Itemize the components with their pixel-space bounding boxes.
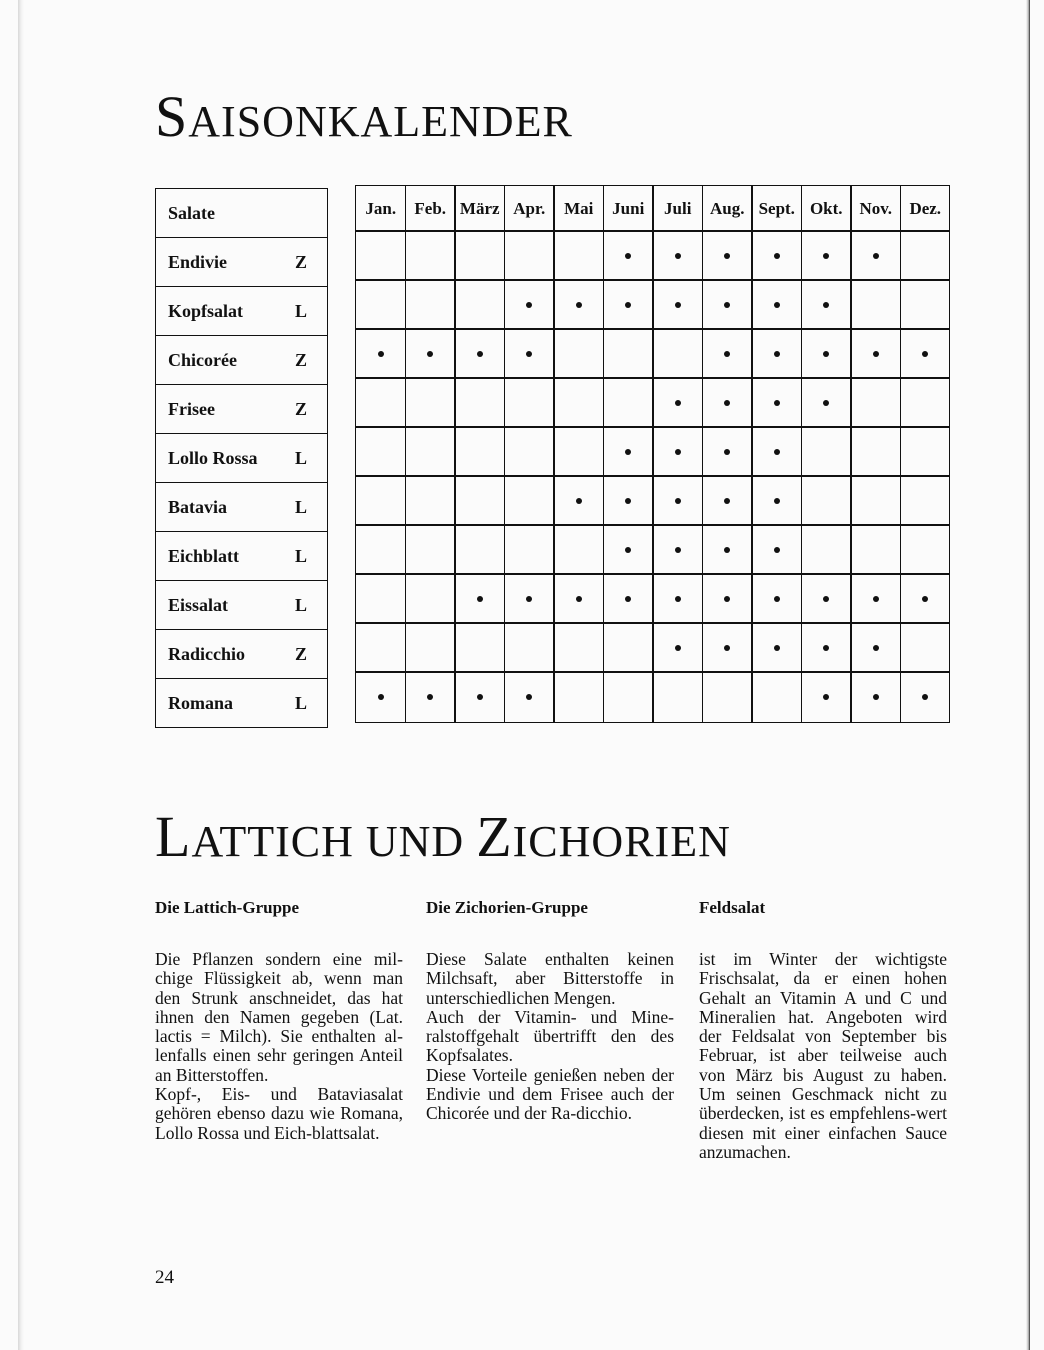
salad-names-table — [155, 188, 328, 728]
season-dot — [724, 547, 730, 553]
column-feldsalat — [699, 896, 947, 1162]
salad-row — [156, 286, 327, 335]
season-dot — [774, 498, 780, 504]
month-header: Feb. — [414, 198, 447, 218]
season-dot — [675, 498, 681, 504]
season-dot — [823, 302, 829, 308]
month-header: Dez. — [909, 198, 942, 218]
column-paragraph: Auch der Vitamin- und Mine-ralstoffgehalt übertrifft den des Kopfsalates. — [426, 1006, 674, 1066]
salad-group-code: Z — [295, 643, 308, 664]
season-dot — [625, 547, 631, 553]
grid-line-vertical — [751, 186, 753, 722]
column-paragraph: ist im Winter der wichtigste Frischsalat, da er einen hohen Gehalt an Vitamin A und C und Mineralien hat. Angeboten wird der Feldsalat von September bis Februar, ist aber teilweise auch von März bis August zu haben. Um seinen Geschmack nicht zu überdecken, ist es empfehlens-wert diesen mit einer einfachen Sauce anzumachen. — [699, 949, 947, 1162]
salad-row — [156, 237, 327, 286]
salate-header-label: Salate — [168, 203, 215, 223]
season-dot — [625, 596, 631, 602]
salate-header — [156, 189, 327, 238]
column-lattich-gruppe — [155, 896, 403, 1143]
season-dot — [724, 400, 730, 406]
column-paragraph: Kopf-, Eis- und Bataviasalat gehören ebenso dazu wie Romana, Lollo Rossa und Eich-blattsalat. — [155, 1084, 403, 1143]
salad-group-code: L — [295, 545, 308, 566]
season-dot — [873, 596, 879, 602]
season-dot — [774, 253, 780, 259]
salad-group-code: L — [295, 300, 308, 321]
grid-line-vertical — [850, 186, 852, 722]
grid-line-vertical — [504, 186, 506, 722]
grid-line-vertical — [801, 186, 803, 722]
season-dot — [675, 302, 681, 308]
salad-group-code: Z — [295, 349, 308, 370]
season-dot — [774, 449, 780, 455]
season-dot — [774, 645, 780, 651]
season-dot — [427, 694, 433, 700]
season-dot — [477, 351, 483, 357]
season-dot — [526, 302, 532, 308]
salad-row — [156, 384, 327, 433]
season-dot — [724, 351, 730, 357]
season-dot — [526, 694, 532, 700]
season-dot — [823, 253, 829, 259]
season-dot — [675, 547, 681, 553]
grid-line-horizontal — [356, 524, 949, 526]
grid-line-horizontal — [356, 328, 949, 330]
season-dot — [774, 596, 780, 602]
grid-line-horizontal — [356, 279, 949, 281]
salad-name: Kopfsalat — [168, 300, 244, 321]
salad-row — [156, 482, 327, 531]
section-title-lattich-zichorien: LATTICH UND ZICHORIEN — [155, 804, 731, 869]
season-dot — [724, 449, 730, 455]
grid-line-horizontal — [356, 475, 949, 477]
grid-line-horizontal — [356, 230, 949, 232]
season-dot — [774, 547, 780, 553]
month-header: Apr. — [513, 198, 546, 218]
grid-line-vertical — [603, 186, 605, 722]
season-dot — [576, 498, 582, 504]
salad-row — [156, 335, 327, 384]
page-edge-left — [18, 0, 24, 1350]
season-dot — [774, 351, 780, 357]
season-dot — [823, 400, 829, 406]
grid-line-horizontal — [356, 573, 949, 575]
season-dot — [724, 253, 730, 259]
season-dot — [774, 302, 780, 308]
season-dot — [724, 302, 730, 308]
season-dot — [625, 302, 631, 308]
season-grid — [355, 185, 950, 723]
season-dot — [576, 596, 582, 602]
salad-name: Frisee — [168, 398, 215, 419]
season-dot — [625, 253, 631, 259]
column-zichorien-gruppe — [426, 896, 674, 1124]
season-dot — [526, 351, 532, 357]
month-header: Jan. — [365, 198, 397, 218]
season-dot — [675, 253, 681, 259]
salad-group-code: L — [295, 447, 308, 468]
season-dot — [823, 694, 829, 700]
grid-line-vertical — [652, 186, 654, 722]
season-dot — [675, 400, 681, 406]
grid-line-horizontal — [356, 671, 949, 673]
salad-name: Lollo Rossa — [168, 447, 258, 468]
month-header: Nov. — [859, 198, 893, 218]
season-dot — [922, 351, 928, 357]
season-dot — [873, 694, 879, 700]
salad-name: Chicorée — [168, 349, 237, 370]
salad-row — [156, 531, 327, 580]
salad-name: Endivie — [168, 251, 228, 272]
salad-name: Radicchio — [168, 643, 246, 664]
season-dot — [873, 351, 879, 357]
page-edge-right — [1026, 0, 1030, 1350]
column-heading: Die Lattich-Gruppe — [155, 898, 300, 917]
salad-group-code: L — [295, 692, 308, 713]
season-dot — [675, 645, 681, 651]
salad-row — [156, 433, 327, 482]
salad-group-code: L — [295, 594, 308, 615]
month-header: Juni — [612, 198, 645, 218]
season-dot — [724, 596, 730, 602]
column-paragraph: Diese Vorteile genießen neben der Endivie und dem Frisee auch der Chicorée und der Ra-dicchio. — [426, 1064, 674, 1124]
salad-group-code: L — [295, 496, 308, 517]
grid-line-vertical — [405, 186, 407, 722]
column-heading: Die Zichorien-Gruppe — [426, 898, 588, 917]
season-dot — [873, 253, 879, 259]
season-dot — [724, 498, 730, 504]
grid-line-horizontal — [356, 622, 949, 624]
season-dot — [576, 302, 582, 308]
season-dot — [477, 596, 483, 602]
season-dot — [823, 351, 829, 357]
grid-line-vertical — [702, 186, 704, 722]
salad-row — [156, 678, 327, 727]
grid-line-vertical — [900, 186, 902, 722]
page-number: 24 — [155, 1267, 174, 1288]
season-dot — [922, 596, 928, 602]
season-dot — [625, 449, 631, 455]
season-dot — [378, 694, 384, 700]
salad-name: Batavia — [168, 496, 228, 517]
column-paragraph: Diese Salate enthalten keinen Milchsaft, aber Bitterstoffe in unterschiedlichen Mengen. — [426, 949, 674, 1008]
month-header: Juli — [664, 198, 692, 218]
month-header: März — [459, 198, 500, 218]
season-dot — [675, 596, 681, 602]
salad-name: Romana — [168, 692, 234, 713]
season-dot — [774, 400, 780, 406]
column-paragraph: Die Pflanzen sondern eine mil-chige Flüssigkeit ab, wenn man den Strunk anschneidet, das hat ihnen den Namen gegeben (Lat. lactis = Milch). Sie enthalten al-lenfalls einen sehr geringen Anteil an Bitterstoffen. — [155, 949, 403, 1085]
month-header: Mai — [564, 198, 594, 218]
salad-group-code: Z — [295, 398, 308, 419]
salad-name: Eissalat — [168, 594, 229, 615]
season-dot — [873, 645, 879, 651]
season-dot — [625, 498, 631, 504]
season-dot — [922, 694, 928, 700]
season-dot — [823, 596, 829, 602]
section-title-saisonkalender: SAISONKALENDER — [155, 84, 573, 149]
season-dot — [675, 449, 681, 455]
season-dot — [477, 694, 483, 700]
season-dot — [724, 645, 730, 651]
grid-line-vertical — [454, 186, 456, 722]
season-dot — [427, 351, 433, 357]
season-dot — [526, 596, 532, 602]
month-header: Aug. — [710, 198, 745, 218]
column-heading: Feldsalat — [699, 898, 766, 917]
grid-line-horizontal — [356, 426, 949, 428]
grid-line-vertical — [553, 186, 555, 722]
salad-row — [156, 580, 327, 629]
month-header: Sept. — [758, 198, 795, 218]
month-header: Okt. — [809, 198, 843, 218]
season-dot — [378, 351, 384, 357]
grid-line-horizontal — [356, 377, 949, 379]
salad-row — [156, 629, 327, 678]
salad-name: Eichblatt — [168, 545, 240, 566]
season-dot — [823, 645, 829, 651]
salad-group-code: Z — [295, 251, 308, 272]
